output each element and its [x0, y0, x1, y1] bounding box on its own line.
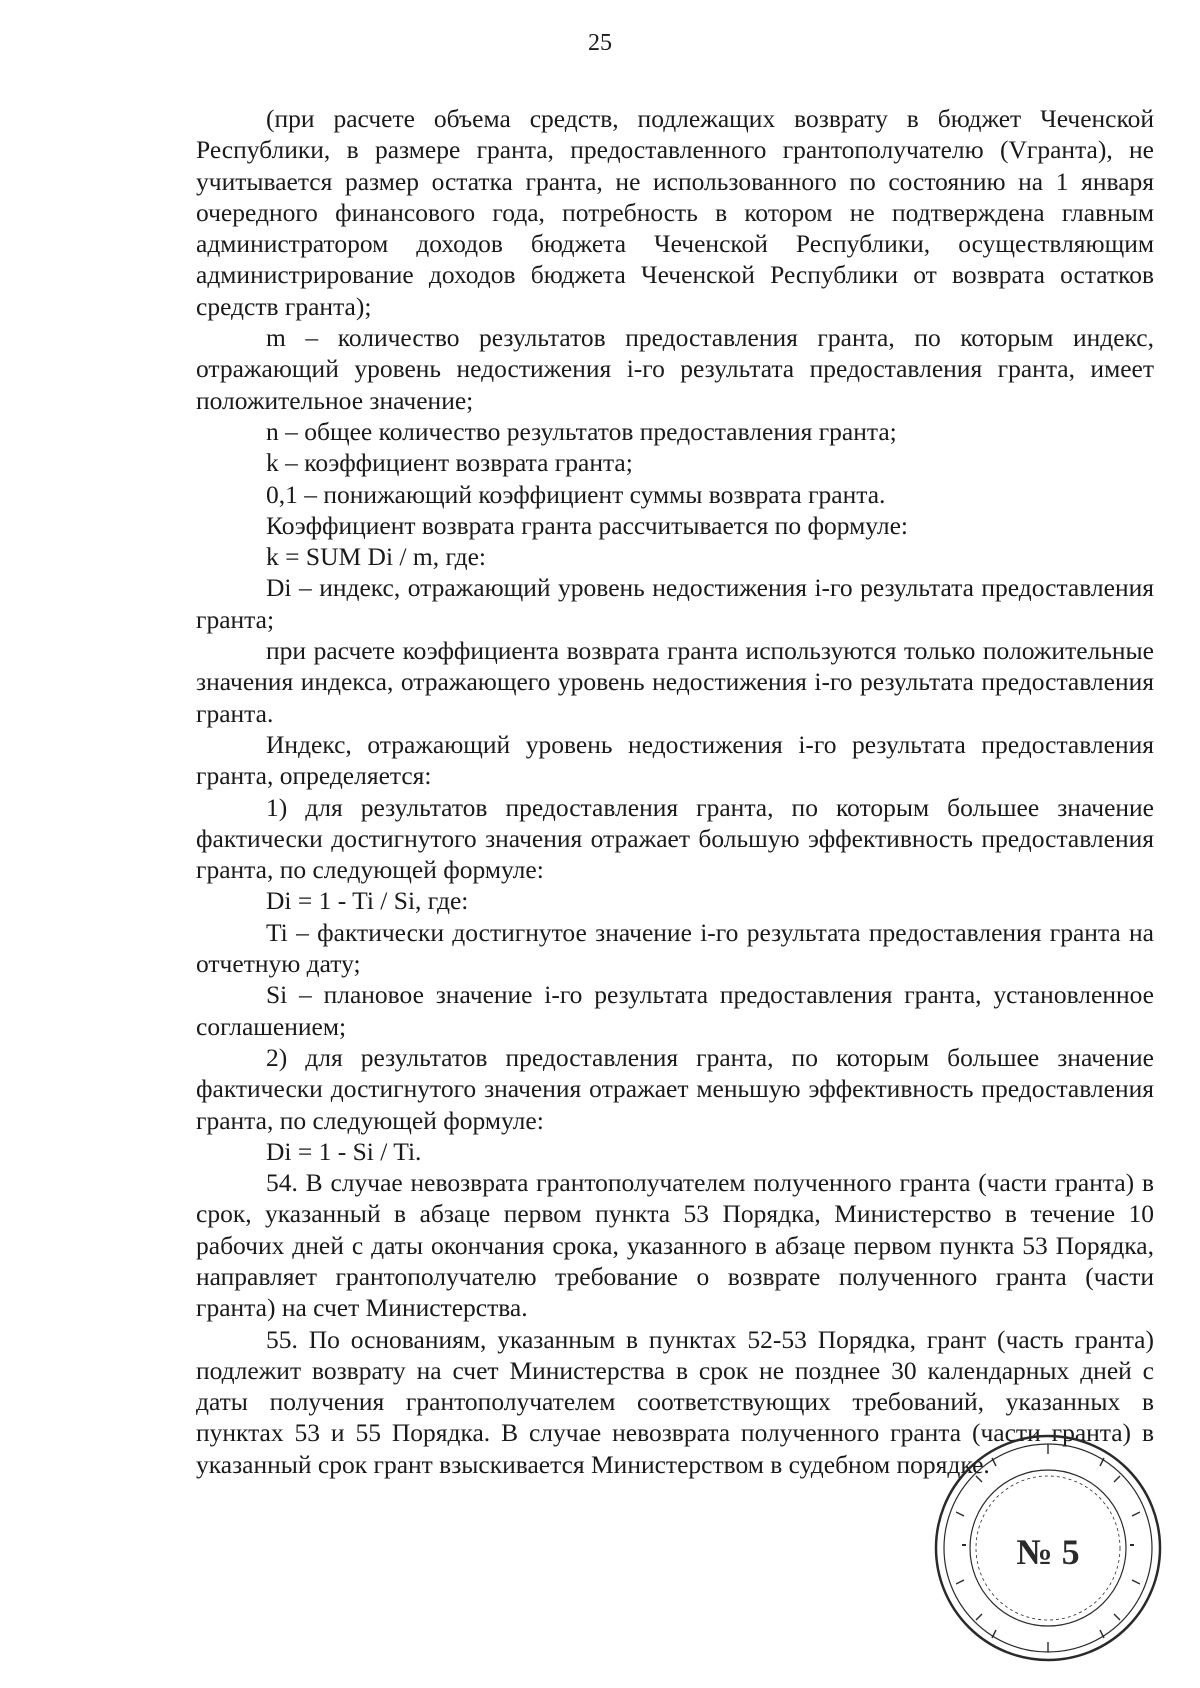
document-body — [196, 103, 1154, 1480]
stamp-number: № 5 — [1016, 1532, 1080, 1572]
paragraph: Si – плановое значение i-го результата предоставления гранта, установленное соглашением; — [196, 980, 1154, 1041]
seal-stamp — [932, 1432, 1164, 1664]
paragraph: Коэффициент возврата гранта рассчитывается по формуле: — [266, 510, 908, 540]
paragraph: n – общее количество результатов предоставления гранта; — [266, 416, 897, 446]
paragraph: (при расчете объема средств, подлежащих возврату в бюджет Чеченской Республики, в размере гранта, предоставленного грантополучателю (Vгранта), не учитывается размер остатка гранта, не использованного по состоянию на 1 января очередного финансового года, потребность в котором не подтверждена главным администратором доходов бюджета Чеченской Республики, осуществляющим администрирование доходов бюджета Чеченской Республики от возврата остатков средств гранта); — [196, 104, 1154, 321]
paragraph: Di = 1 - Si / Ti. — [266, 1136, 422, 1166]
paragraph: Di – индекс, отражающий уровень недостижения i-го результата предоставления гранта; — [196, 573, 1154, 634]
paragraph: 55. По основаниям, указанным в пунктах 52-53 Порядка, грант (часть гранта) подлежит возврату на счет Министерства в срок не позднее 30 календарных дней с даты получения грантополучателем соответствующих требований, указанных в пунктах 53 и 55 Порядка. В случае невозврата полученного гранта (части гранта) в указанный срок грант взыскивается Министерством в судебном порядке. — [196, 1324, 1154, 1479]
paragraph: Ti – фактически достигнутое значение i-го результата предоставления гранта на отчетную дату; — [196, 917, 1154, 979]
paragraph: Индекс, отражающий уровень недостижения i-го результата предоставления гранта, определяется: — [196, 729, 1154, 791]
paragraph: Di = 1 - Ti / Si, где: — [266, 886, 469, 916]
paragraph: при расчете коэффициента возврата гранта используются только положительные значения индекса, отражающего уровень недостижения i-го результата предоставления гранта. — [196, 636, 1154, 728]
paragraph: m – количество результатов предоставления гранта, по которым индекс, отражающий уровень недостижения i-го результата предоставления гранта, имеет положительное значение; — [196, 323, 1154, 415]
page-number: 25 — [588, 30, 612, 56]
paragraph: 0,1 – понижающий коэффициент суммы возврата гранта. — [266, 479, 886, 509]
paragraph: 1) для результатов предоставления гранта, по которым большее значение фактически достигнутого значения отражает большую эффективность предоставления гранта, по следующей формуле: — [196, 792, 1154, 885]
paragraph: 2) для результатов предоставления гранта, по которым большее значение фактически достигнутого значения отражает меньшую эффективность предоставления гранта, по следующей формуле: — [196, 1042, 1154, 1135]
paragraph: k – коэффициент возврата гранта; — [266, 448, 633, 478]
paragraph: 54. В случае невозврата грантополучателем полученного гранта (части гранта) в срок, указанный в абзаце первом пункта 53 Порядка, Министерство в течение 10 рабочих дней с даты окончания срока, указанного в абзаце первом пункта 53 Порядка, направляет грантополучателю требование о возврате полученного гранта (части гранта) на счет Министерства. — [196, 1168, 1154, 1323]
paragraph: k = SUM Di / m, где: — [266, 542, 487, 572]
